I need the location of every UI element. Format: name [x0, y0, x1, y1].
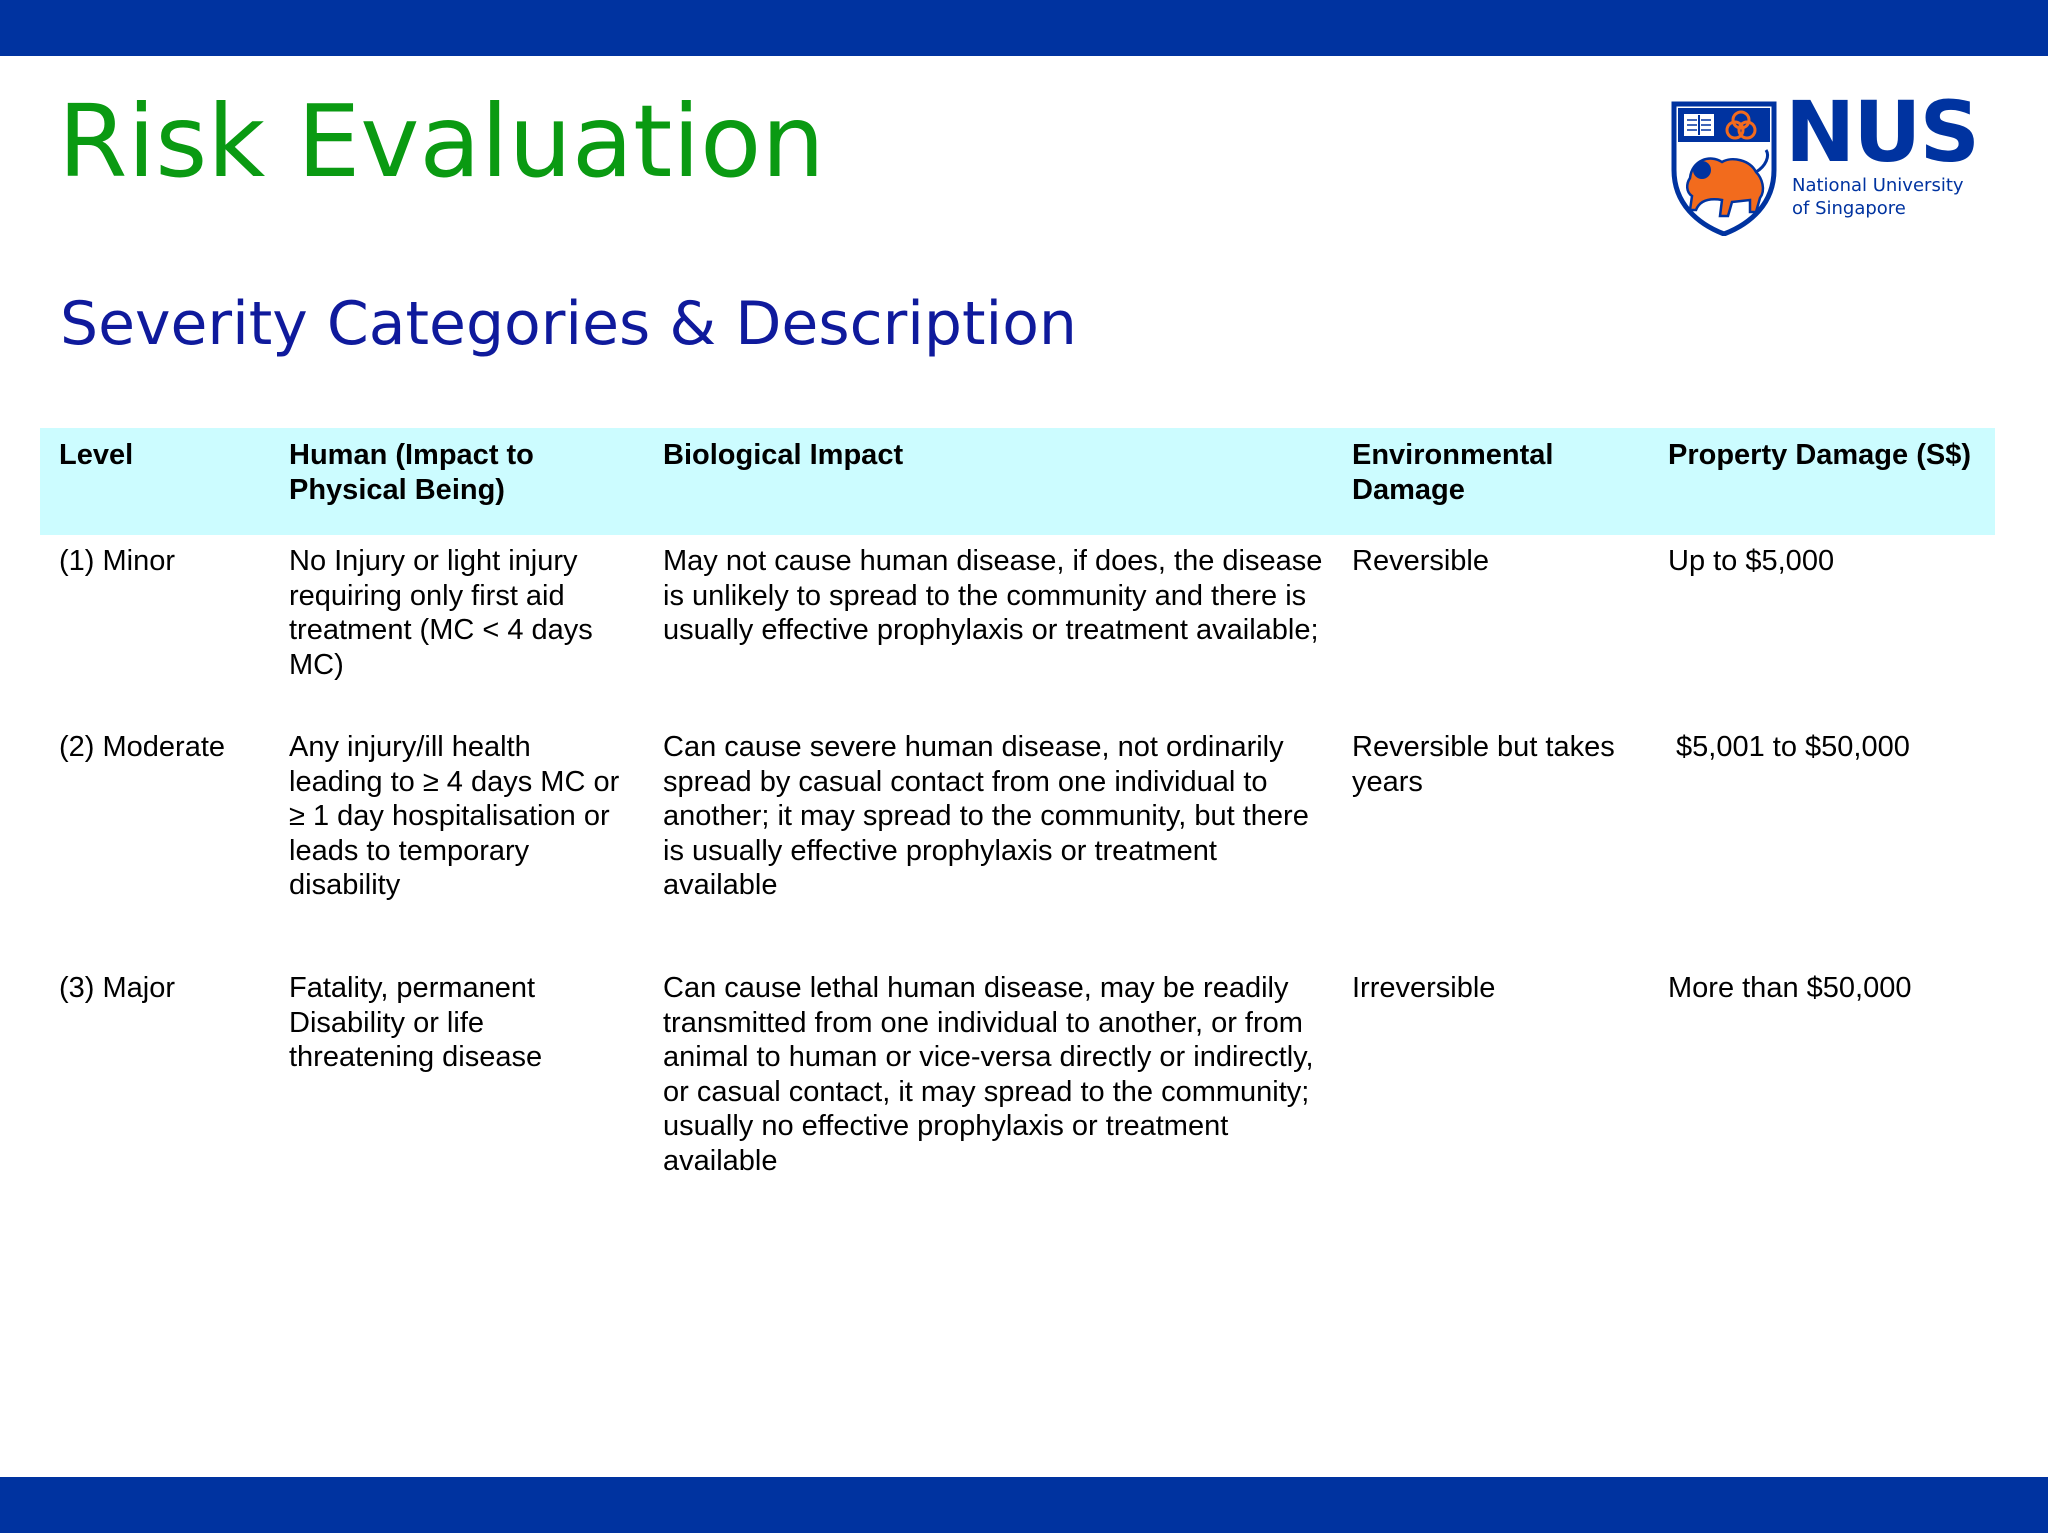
top-banner-bar — [0, 0, 2048, 56]
row3-human: Fatality, permanent Disability or life threatening disease — [289, 972, 543, 1073]
logo-tagline — [1792, 174, 1964, 220]
header-human-impact: Human (Impact to Physical Being) — [289, 439, 534, 506]
row3-environmental: Irreversible — [1352, 972, 1496, 1004]
row3-level: (3) Major — [59, 972, 176, 1004]
header-level: Level — [59, 439, 134, 471]
nus-logo — [1670, 83, 1979, 242]
row2-human: Any injury/ill health leading to ≥ 4 days MC or ≥ 1 day hospitalisation or leads to temporary disability — [289, 731, 620, 901]
row1-environmental: Reversible — [1352, 545, 1489, 577]
row3-property: More than $50,000 — [1668, 972, 1912, 1004]
bottom-banner-bar — [0, 1477, 2048, 1533]
logo-wordmark: NUS — [1785, 83, 1979, 181]
header-environmental-damage: Environmental Damage — [1352, 439, 1554, 506]
logo-tagline-line2: of Singapore — [1792, 198, 1906, 219]
slide-subtitle: Severity Categories & Description — [60, 289, 1077, 359]
slide-title: Risk Evaluation — [58, 83, 825, 200]
nus-crest-icon — [1670, 100, 1778, 236]
row2-property: $5,001 to $50,000 — [1676, 731, 1910, 763]
header-biological-impact: Biological Impact — [663, 439, 904, 471]
logo-tagline-line1: National University — [1792, 175, 1964, 196]
row3-biological: Can cause lethal human disease, may be readily transmitted from one individual to another, or from animal to human or vice-versa directly or indirectly, or casual contact, it may spread to the community; usually no effective prophylaxis or treatment available — [663, 972, 1314, 1177]
row2-biological: Can cause severe human disease, not ordinarily spread by casual contact from one individual to another; it may spread to the community, but there is usually effective prophylaxis or treatment available — [663, 731, 1309, 901]
header-property-damage: Property Damage (S$) — [1668, 439, 1971, 471]
row1-human: No Injury or light injury requiring only first aid treatment (MC < 4 days MC) — [289, 545, 593, 681]
row1-biological: May not cause human disease, if does, the disease is unlikely to spread to the community and there is usually effective prophylaxis or treatment available; — [663, 545, 1323, 646]
row1-property: Up to $5,000 — [1668, 545, 1835, 577]
row1-level: (1) Minor — [59, 545, 176, 577]
row2-environmental: Reversible but takes years — [1352, 731, 1615, 798]
row2-level: (2) Moderate — [59, 731, 226, 763]
